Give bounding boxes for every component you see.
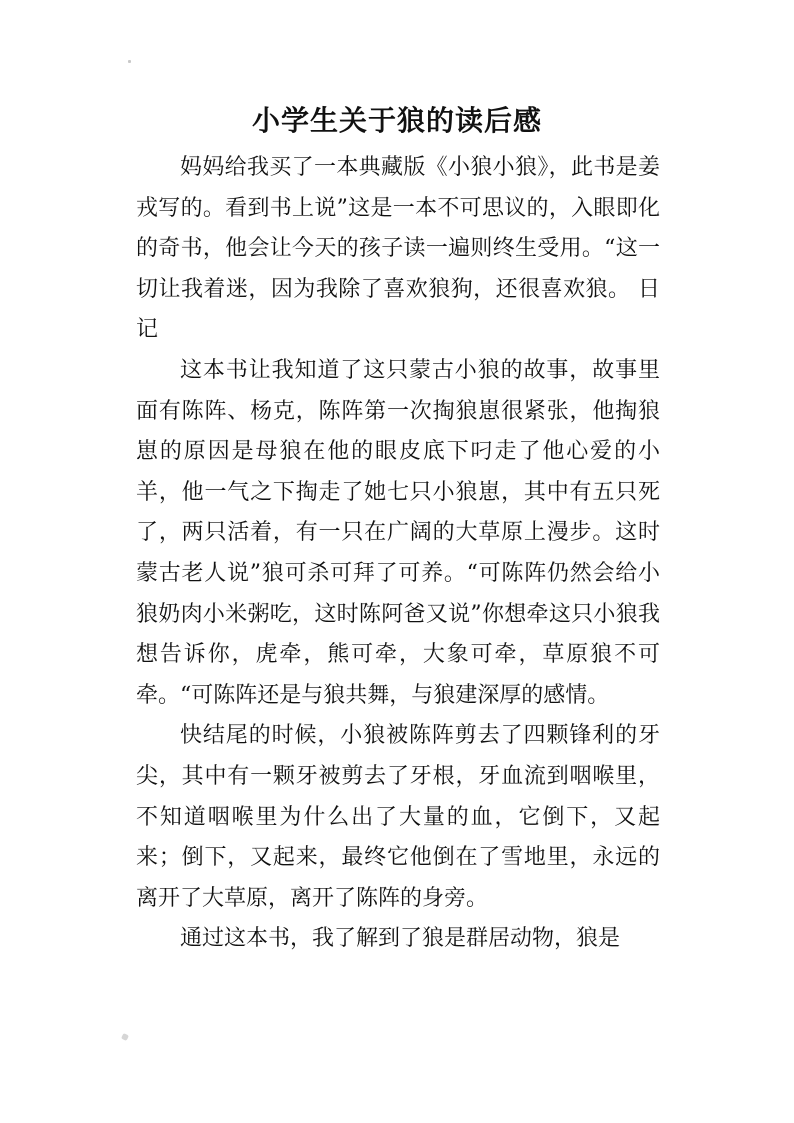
paragraph-2: 这本书让我知道了这只蒙古小狼的故事，故事里面有陈阵、杨克，陈阵第一次掏狼崽很紧张，他掏狼崽的原因是母狼在他的眼皮底下叼走了他心爱的小羊，他一气之下掏走了她七只小狼崽，其中有五只死了，两只活着，有一只在广阔的大草原上漫步。这时蒙古老人说”狼可杀可拜了可养。“可陈阵仍然会给小狼奶肉小米粥吃，这时陈阿爸又说”你想牵这只小狼我想告诉你，虎牵，熊可牵，大象可牵，草原狼不可牵。“可陈阵还是与狼共舞，与狼建深厚的感情。 [136, 357, 660, 708]
scan-speck [128, 60, 131, 63]
document-body [136, 148, 660, 960]
document-title: 小学生关于狼的读后感 [251, 104, 542, 137]
scan-speck [121, 1033, 129, 1041]
paragraph-1: 妈妈给我买了一本典藏版《小狼小狼》，此书是姜戎写的。看到书上说”这是一本不可思议的，入眼即化的奇书，他会让今天的孩子读一遍则终生受用。“这一切让我着迷，因为我除了喜欢狼狗，还很喜欢狼。 日记 [136, 155, 660, 343]
paragraph-3: 快结尾的时候，小狼被陈阵剪去了四颗锋利的牙尖，其中有一颗牙被剪去了牙根，牙血流到咽喉里，不知道咽喉里为什么出了大量的血，它倒下，又起来；倒下，又起来，最终它他倒在了雪地里，永远的离开了大草原，离开了陈阵的身旁。 [136, 723, 660, 911]
paragraph-4: 通过这本书，我了解到了狼是群居动物，狼是 [180, 926, 621, 952]
